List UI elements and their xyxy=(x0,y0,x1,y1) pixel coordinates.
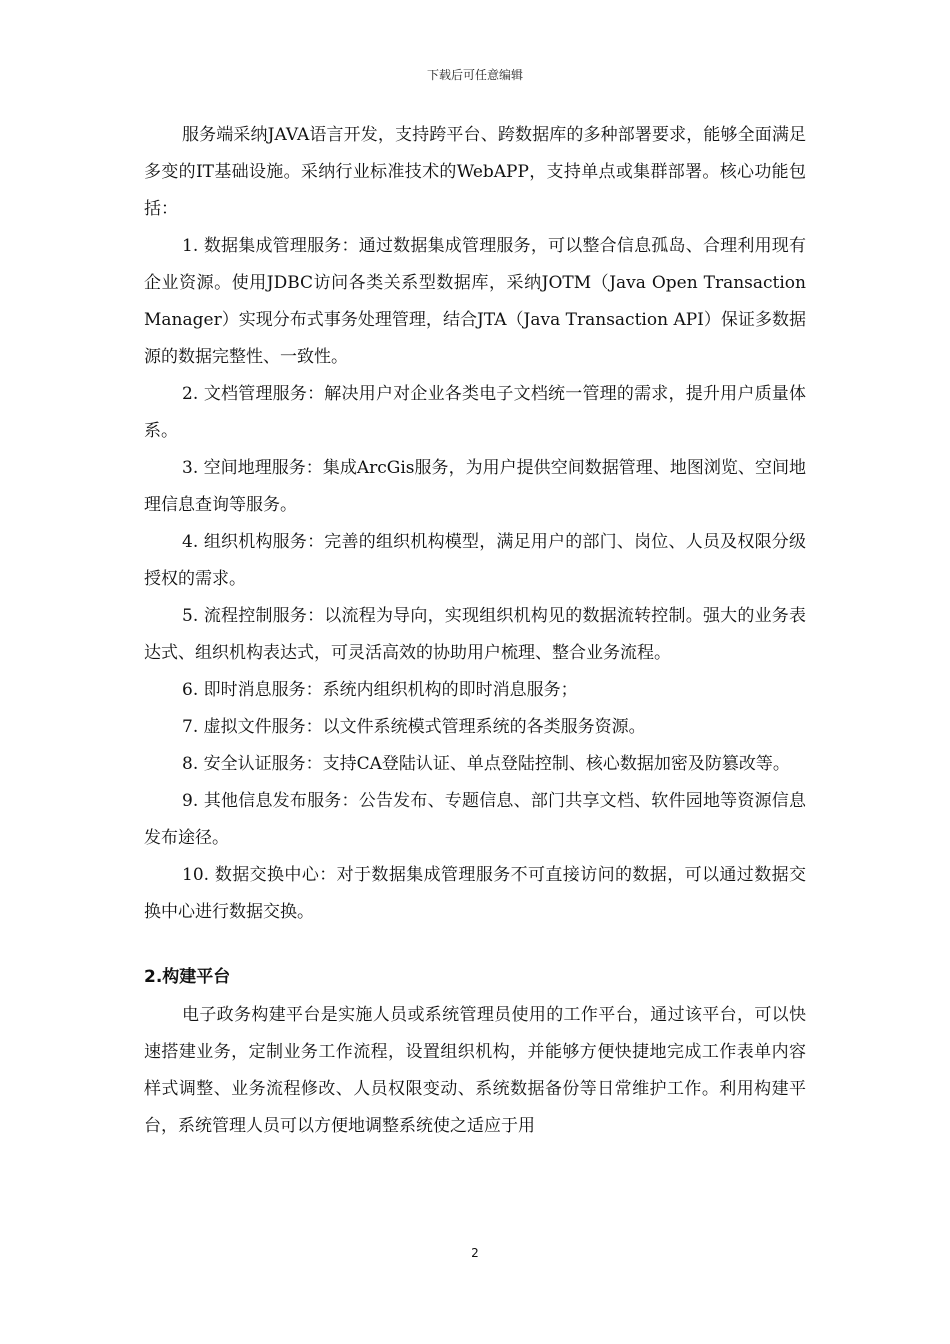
document-body xyxy=(144,117,806,1145)
intro-paragraph: 服务端采纳JAVA语言开发，支持跨平台、跨数据库的多种部署要求，能够全面满足多变的IT基础设施。采纳行业标准技术的WebAPP，支持单点或集群部署。核心功能包括： xyxy=(144,125,806,219)
list-item: 10. 数据交换中心：对于数据集成管理服务不可直接访问的数据，可以通过数据交换中心进行数据交换。 xyxy=(144,865,806,922)
list-item: 6. 即时消息服务：系统内组织机构的即时消息服务； xyxy=(182,680,578,700)
list-item: 5. 流程控制服务：以流程为导向，实现组织机构见的数据流转控制。强大的业务表达式、组织机构表达式，可灵活高效的协助用户梳理、整合业务流程。 xyxy=(144,606,806,663)
page-header: 下载后可任意编辑 xyxy=(426,68,523,82)
list-item: 4. 组织机构服务：完善的组织机构模型，满足用户的部门、岗位、人员及权限分级授权的需求。 xyxy=(144,532,806,589)
section-spacer xyxy=(144,931,806,957)
list-item: 9. 其他信息发布服务：公告发布、专题信息、部门共享文档、软件园地等资源信息发布途径。 xyxy=(144,791,806,848)
page-number: 2 xyxy=(471,1246,479,1260)
list-item: 7. 虚拟文件服务：以文件系统模式管理系统的各类服务资源。 xyxy=(182,717,646,737)
list-item: 2. 文档管理服务：解决用户对企业各类电子文档统一管理的需求，提升用户质量体系。 xyxy=(144,384,806,441)
list-item: 1. 数据集成管理服务：通过数据集成管理服务，可以整合信息孤岛、合理利用现有企业资源。使用JDBC访问各类关系型数据库，采纳JOTM（Java Open Transaction Manager）实现分布式事务处理管理，结合JTA（Java Transaction API）保证多数据源的数据完整性、一致性。 xyxy=(144,236,806,367)
list-item: 8. 安全认证服务：支持CA登陆认证、单点登陆控制、核心数据加密及防篡改等。 xyxy=(182,754,790,774)
section-paragraph: 电子政务构建平台是实施人员或系统管理员使用的工作平台，通过该平台，可以快速搭建业务，定制业务工作流程，设置组织机构，并能够方便快捷地完成工作表单内容样式调整、业务流程修改、人员权限变动、系统数据备份等日常维护工作。利用构建平台，系统管理人员可以方便地调整系统使之适应于用 xyxy=(144,1005,806,1136)
list-item: 3. 空间地理服务：集成ArcGis服务，为用户提供空间数据管理、地图浏览、空间地理信息查询等服务。 xyxy=(144,458,806,515)
section-heading: 2.构建平台 xyxy=(144,967,231,987)
